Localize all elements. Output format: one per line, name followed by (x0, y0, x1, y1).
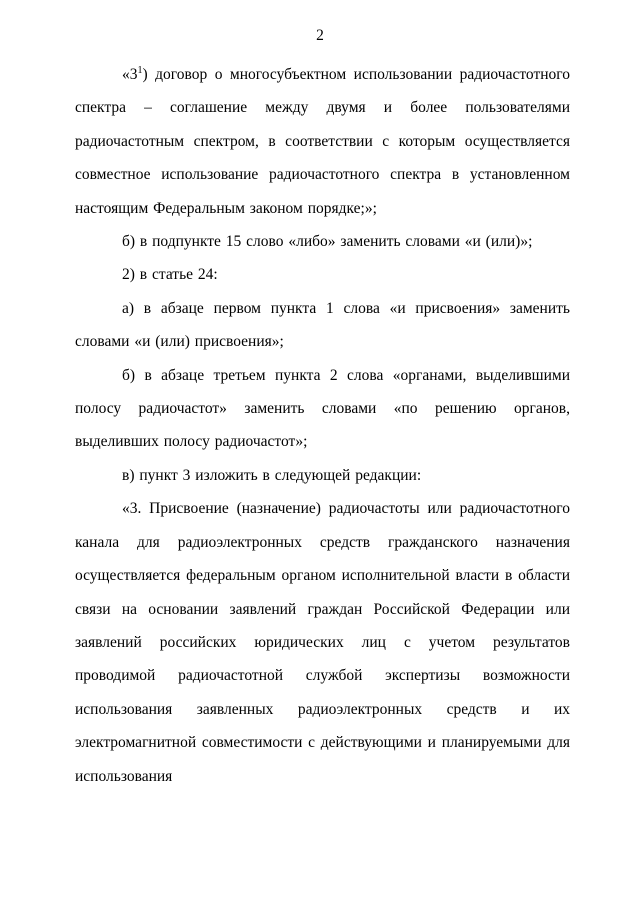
paragraph-text: «3 (122, 66, 138, 83)
paragraph-text: б) в абзаце третьем пункта 2 слова «органами, выделившими полосу радиочастот» заменить словами «по решению органов, выделивших полосу радиочастот»; (75, 366, 570, 451)
paragraph-text: ) договор о многосубъектном использовании радиочастотного спектра – соглашение между двумя и более пользователями радиочастотным спектром, в соответствии с которым осуществляется совместное использование радиочастотного спектра в установленном настоящим Федеральным законом порядке;»; (75, 66, 570, 217)
document-body (75, 58, 570, 793)
paragraph (75, 359, 570, 459)
paragraph (75, 258, 570, 291)
paragraph-text: а) в абзаце первом пункта 1 слова «и присвоения» заменить словами «и (или) присвоения»; (75, 299, 570, 351)
paragraph (75, 225, 570, 258)
paragraph (75, 58, 570, 225)
paragraph-text: в) пункт 3 изложить в следующей редакции: (122, 466, 422, 484)
page-number: 2 (316, 27, 324, 44)
paragraph-text: б) в подпункте 15 слово «либо» заменить словами «и (или)»; (122, 233, 533, 251)
paragraph-text: 2) в статье 24: (122, 266, 218, 284)
superscript: 1 (137, 64, 143, 76)
paragraph-text: «3. Присвоение (назначение) радиочастоты или радиочастотного канала для радиоэлектронных средств гражданского назначения осуществляется федеральным органом исполнительной власти в области связи на основании заявлений граждан Российской Федерации или заявлений российских юридических лиц с учетом результатов проводимой радиочастотной службой экспертизы возможности использования заявленных радиоэлектронных средств и их электромагнитной совместимости с действующими и планируемыми для использования (75, 500, 570, 785)
paragraph (75, 292, 570, 359)
paragraph (75, 459, 570, 492)
paragraph (75, 492, 570, 793)
